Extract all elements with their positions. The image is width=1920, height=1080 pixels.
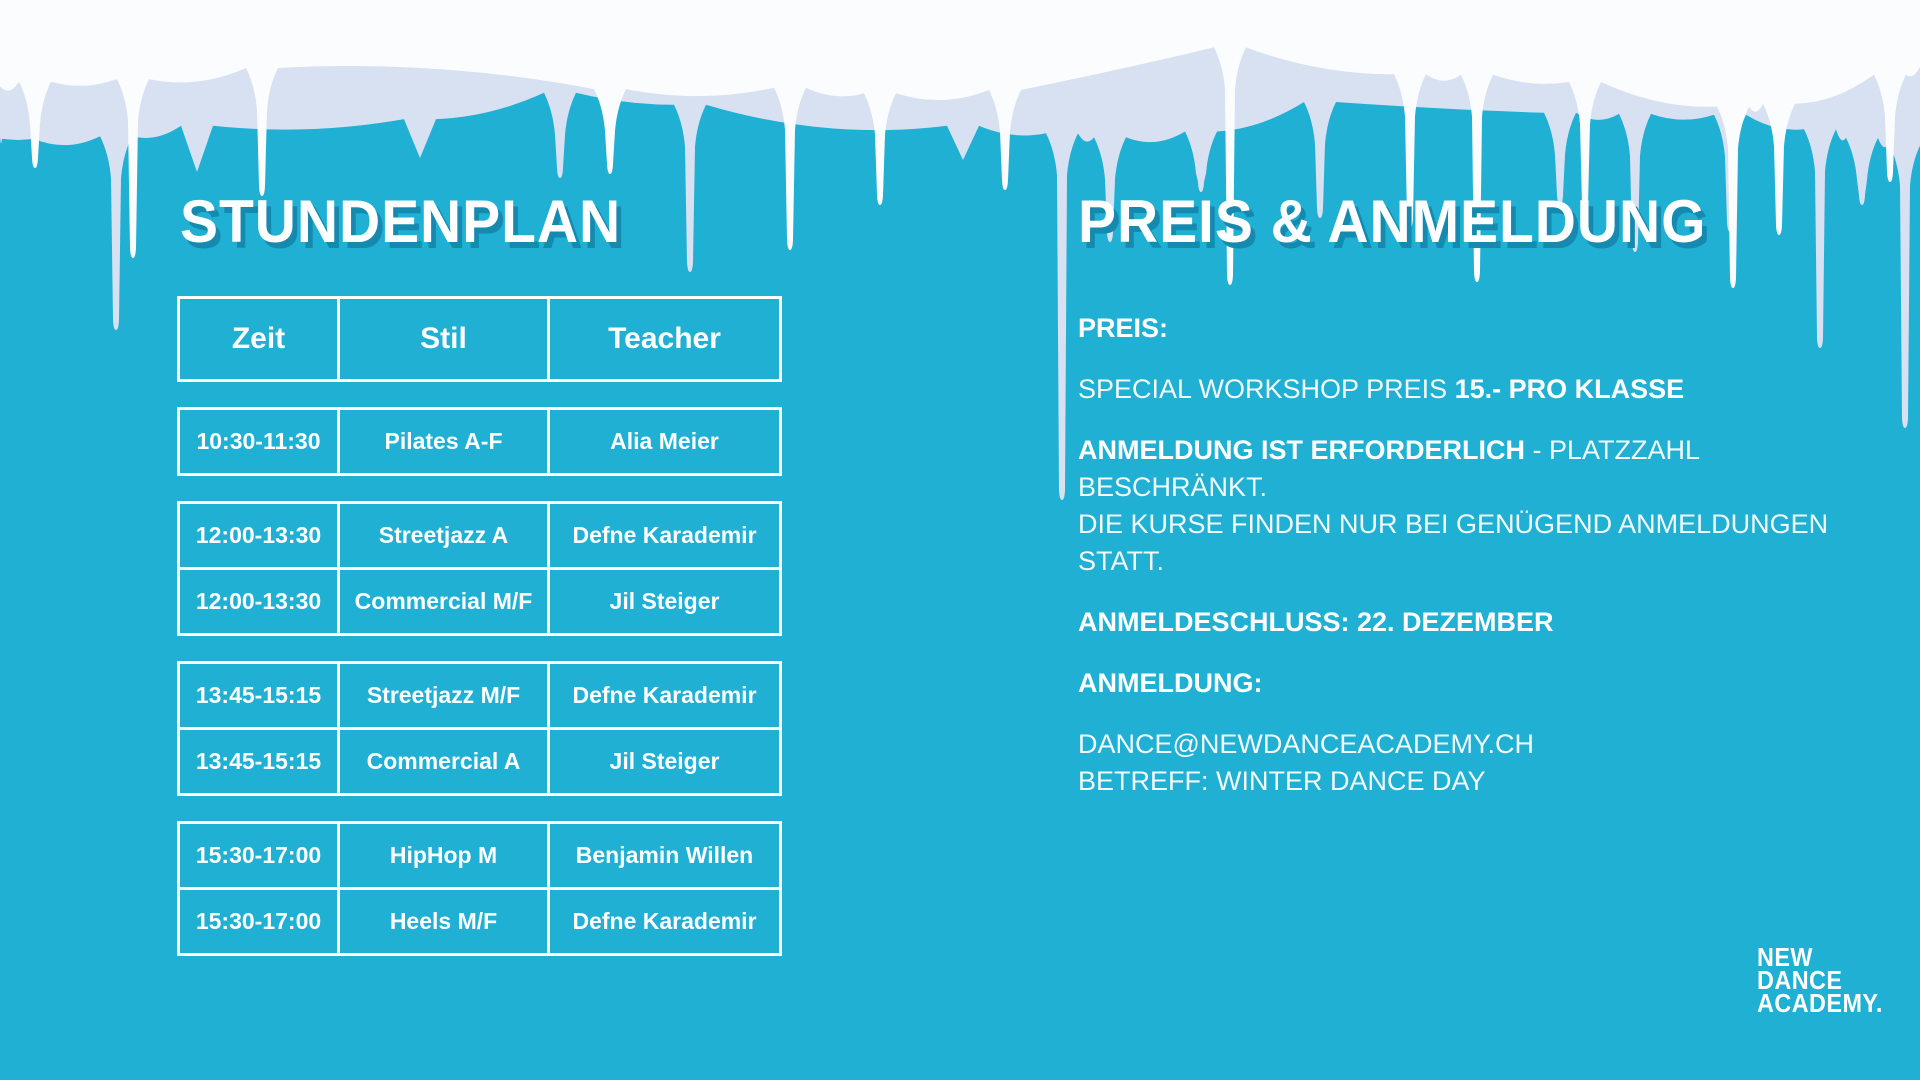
cell-teacher: Defne Karademir bbox=[547, 664, 779, 727]
registration-note bbox=[1078, 432, 1848, 580]
cell-time: 12:00-13:30 bbox=[180, 567, 337, 633]
price-text-bold: 15.- PRO KLASSE bbox=[1454, 374, 1685, 404]
registration-line3: STATT. bbox=[1078, 546, 1164, 576]
cell-style: HipHop M bbox=[337, 824, 547, 887]
registration-line2: DIE KURSE FINDEN NUR BEI GENÜGEND ANMELDUNGEN bbox=[1078, 509, 1829, 539]
schedule-table bbox=[177, 296, 782, 981]
registration-required-bold: ANMELDUNG IST ERFORDERLICH bbox=[1078, 435, 1525, 465]
price-registration-info bbox=[1078, 310, 1848, 824]
price-text-regular: SPECIAL WORKSHOP PREIS bbox=[1078, 374, 1455, 404]
cell-time: 15:30-17:00 bbox=[180, 887, 337, 953]
header-cell-zeit: Zeit bbox=[231, 322, 286, 355]
cell-time: 12:00-13:30 bbox=[195, 522, 322, 548]
cell-time: 10:30-11:30 bbox=[196, 428, 321, 454]
cell-teacher: Alia Meier bbox=[547, 410, 779, 473]
cell-style: Streetjazz M/F bbox=[337, 664, 547, 727]
new-dance-academy-logo bbox=[1757, 942, 1883, 1018]
logo-line-academy: ACADEMY. bbox=[1757, 988, 1883, 1018]
signup-label: ANMELDUNG: bbox=[1078, 668, 1263, 698]
schedule-header-row bbox=[177, 296, 782, 382]
price-label: PREIS: bbox=[1078, 313, 1169, 343]
cell-style: Commercial M/F bbox=[337, 567, 547, 633]
cell-teacher: Benjamin Willen bbox=[547, 824, 779, 887]
registration-line1-rest: - PLATZZAHL BESCHRÄNKT. bbox=[1078, 435, 1700, 502]
schedule-group-4 bbox=[177, 821, 782, 956]
cell-style: Pilates A-F bbox=[337, 410, 547, 473]
contact-email: DANCE@NEWDANCEACADEMY.CH bbox=[1078, 729, 1534, 759]
contact-subject: BETREFF: WINTER DANCE DAY bbox=[1078, 766, 1486, 796]
cell-style: Streetjazz A bbox=[337, 504, 547, 567]
deadline-line: ANMELDESCHLUSS: 22. DEZEMBER bbox=[1078, 607, 1554, 637]
header-cell-teacher: Teacher bbox=[547, 299, 779, 379]
logo-line-new: NEW bbox=[1757, 942, 1813, 972]
contact-block bbox=[1078, 726, 1848, 800]
cell-time: 15:30-17:00 bbox=[195, 842, 322, 868]
schedule-title: STUNDENPLAN bbox=[180, 188, 622, 255]
cell-time: 13:45-15:15 bbox=[195, 682, 322, 708]
cell-teacher: Defne Karademir bbox=[547, 887, 779, 953]
cell-style: Commercial A bbox=[337, 727, 547, 793]
price-registration-title: PREIS & ANMELDUNG bbox=[1078, 188, 1707, 255]
schedule-group-3 bbox=[177, 661, 782, 796]
price-line bbox=[1078, 371, 1848, 408]
schedule-group-2 bbox=[177, 501, 782, 636]
cell-teacher: Jil Steiger bbox=[547, 727, 779, 793]
cell-style: Heels M/F bbox=[337, 887, 547, 953]
cell-time: 13:45-15:15 bbox=[180, 727, 337, 793]
schedule-group-1 bbox=[177, 407, 782, 476]
cell-teacher: Jil Steiger bbox=[547, 567, 779, 633]
header-cell-stil: Stil bbox=[337, 299, 547, 379]
logo-line-dance: DANCE bbox=[1757, 965, 1843, 995]
cell-teacher: Defne Karademir bbox=[547, 504, 779, 567]
